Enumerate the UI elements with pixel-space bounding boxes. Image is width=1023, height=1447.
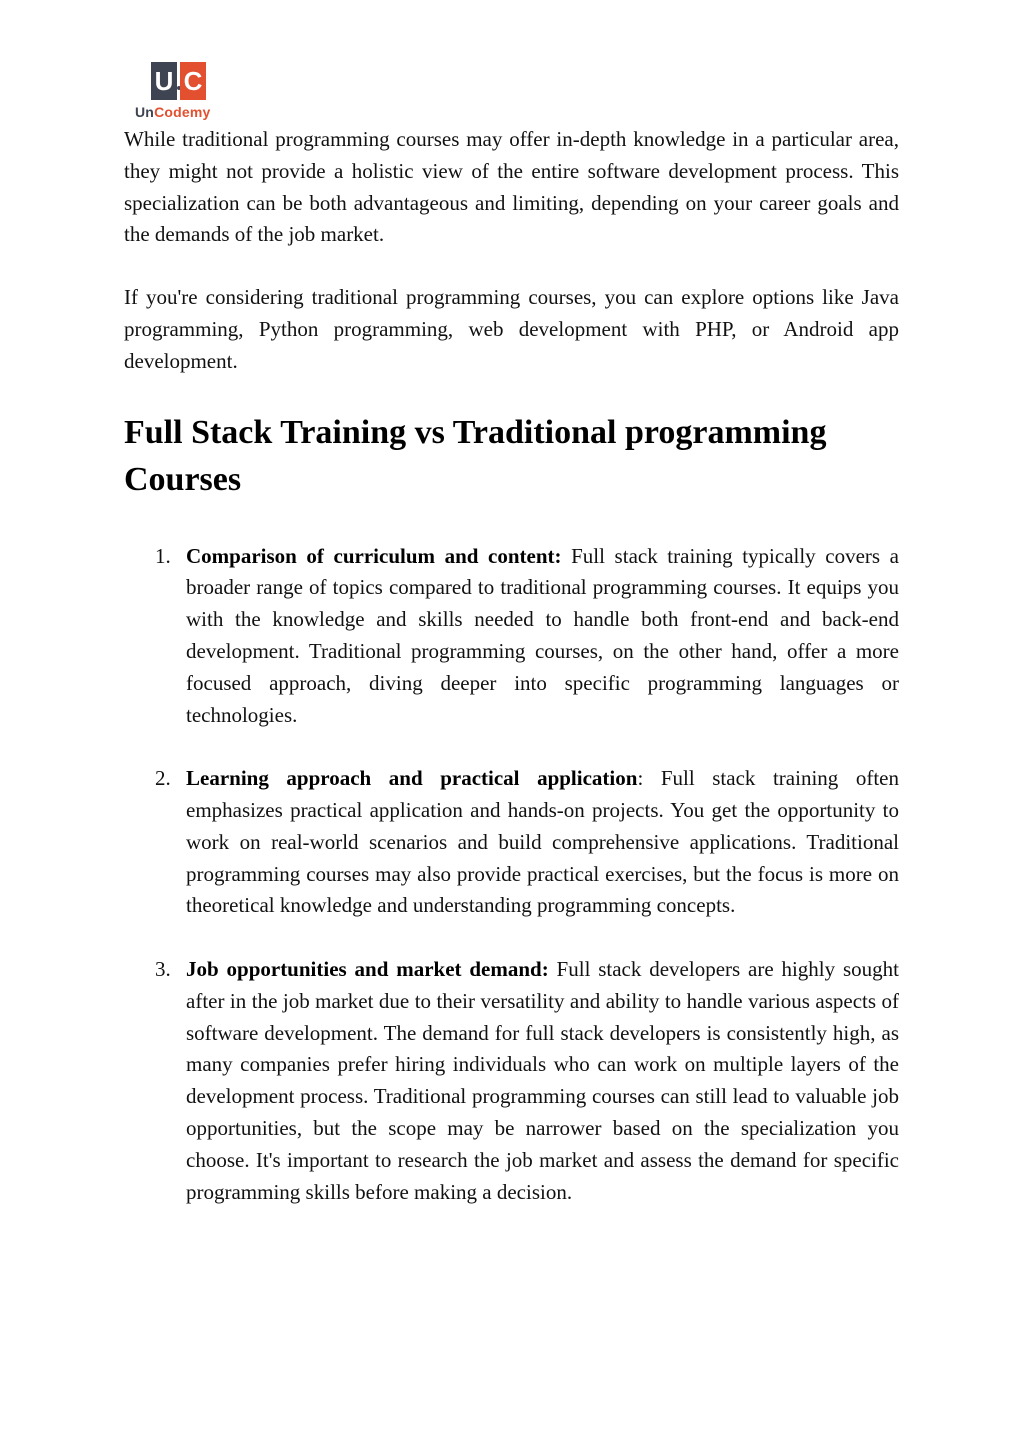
logo-letter-u: U: [151, 62, 177, 100]
list-text: Full stack training typically covers a broader range of topics compared to traditional programming courses. It equips you with the knowledge and skills needed to handle both front-end and back-end development. Traditional programming courses, on the other hand, offer a more focused approach, diving deeper into specific programming languages or technologies.: [186, 543, 899, 727]
paragraph-options: If you're considering traditional programming courses, you can explore options like Java programming, Python programming, web development with PHP, or Android app development.: [124, 285, 899, 373]
logo-word-un: Un: [135, 104, 155, 120]
list-term: Job opportunities and market demand:: [186, 956, 549, 981]
document-body: [124, 124, 899, 1240]
section-heading: Full Stack Training vs Traditional programming Courses: [124, 413, 827, 498]
list-text: : Full stack training often emphasizes practical application and hands-on projects. You get the opportunity to work on real-world scenarios and build comprehensive applications. Traditional programming courses may also provide practical exercises, but the focus is more on theoretical knowledge and understanding programming concepts.: [186, 766, 899, 918]
list-number: 3.: [155, 956, 171, 981]
logo-word-codemy: Codemy: [154, 104, 211, 120]
list-text: Full stack developers are highly sought after in the job market due to their versatility and ability to handle various aspects of software development. The demand for full stack developers is consistently high, as many companies prefer hiring individuals who can work on multiple layers of the development process. Traditional programming courses can still lead to valuable job opportunities, but the scope may be narrower based on the specialization you choose. It's important to research the job market and assess the demand for specific programming skills before making a decision.: [186, 956, 899, 1204]
list-term: Comparison of curriculum and content:: [186, 543, 562, 568]
list-item: [124, 541, 899, 732]
logo-wordmark: [135, 104, 211, 120]
logo-mark: [151, 62, 207, 102]
paragraph-specialization: While traditional programming courses may offer in-depth knowledge in a particular area, they might not provide a holistic view of the entire software development process. This specialization can be both advantageous and limiting, depending on your career goals and the demands of the job market.: [124, 127, 899, 247]
comparison-list: [124, 541, 899, 1209]
list-number: 1.: [155, 543, 171, 568]
list-number: 2.: [155, 766, 171, 791]
uncodemy-logo: [134, 60, 234, 124]
logo-letter-c: C: [180, 62, 206, 100]
list-term: Learning approach and practical application: [186, 766, 638, 791]
list-item: [124, 954, 899, 1208]
list-item: [124, 763, 899, 922]
